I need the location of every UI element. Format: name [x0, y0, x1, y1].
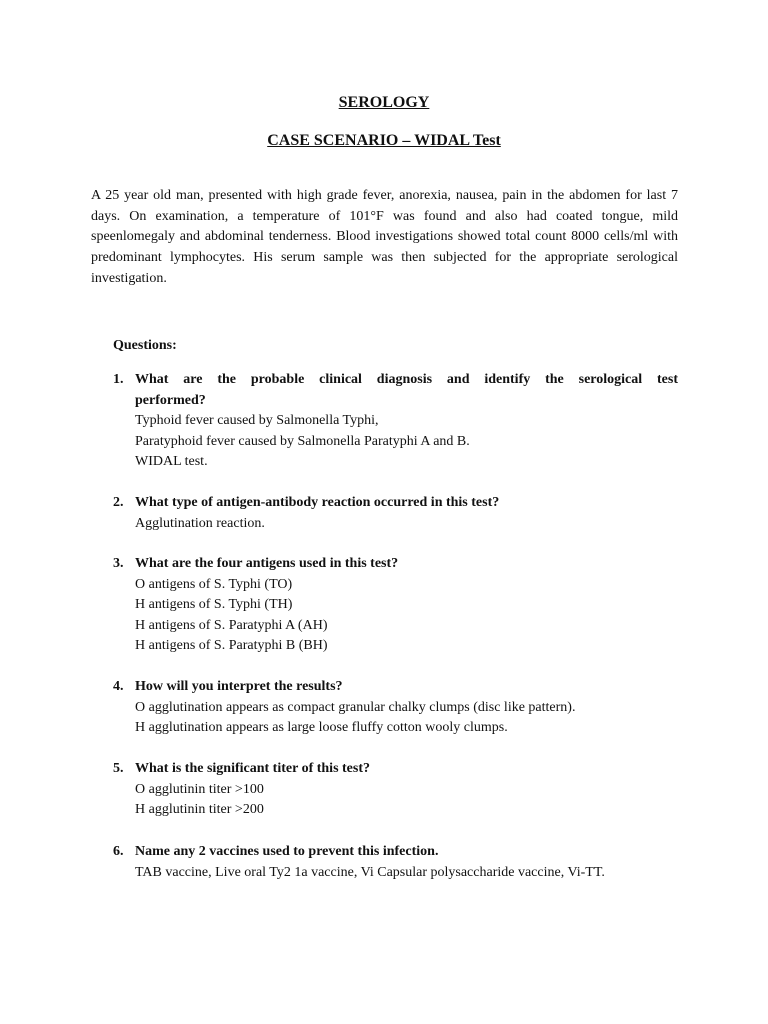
answer-line: H antigens of S. Paratyphi A (AH)	[135, 617, 328, 633]
answer-line: Agglutination reaction.	[135, 515, 265, 531]
answer-line: H agglutination appears as large loose fluffy cotton wooly clumps.	[135, 720, 508, 736]
answer-line: O agglutinin titer >100	[135, 781, 264, 797]
answer-line: H agglutinin titer >200	[135, 802, 264, 818]
question-number: 4.	[113, 679, 124, 694]
answer-line: Typhoid fever caused by Salmonella Typhi,	[135, 413, 379, 429]
answer-line: Paratyphoid fever caused by Salmonella Paratyphi A and B.	[135, 433, 470, 449]
question-item-1	[113, 370, 678, 473]
answer-line: TAB vaccine, Live oral Ty2 1a vaccine, Vi Capsular polysaccharide vaccine, Vi-TT.	[135, 864, 605, 880]
question-item-4	[113, 677, 678, 739]
question-text-continued: performed?	[135, 392, 206, 408]
questions-heading: Questions:	[113, 338, 177, 353]
question-text: What are the probable clinical diagnosis and identify the serological test	[135, 372, 678, 387]
document-subtitle: CASE SCENARIO – WIDAL Test	[267, 132, 501, 149]
answer-line: H antigens of S. Paratyphi B (BH)	[135, 638, 328, 654]
document-title: SEROLOGY	[338, 94, 430, 111]
answer-line: WIDAL test.	[135, 454, 208, 470]
question-number: 6.	[113, 844, 124, 859]
question-text: How will you interpret the results?	[135, 679, 343, 694]
question-item-3	[113, 554, 678, 657]
question-number: 1.	[113, 372, 124, 387]
question-text: What type of antigen-antibody reaction occurred in this test?	[135, 495, 500, 510]
question-number: 2.	[113, 495, 124, 510]
question-item-6	[113, 842, 678, 883]
answer-line: H antigens of S. Typhi (TH)	[135, 597, 293, 613]
answer-line: O antigens of S. Typhi (TO)	[135, 576, 293, 592]
question-item-2	[113, 493, 678, 534]
case-description: A 25 year old man, presented with high grade fever, anorexia, nausea, pain in the abdomen for last 7 days. On examination, a temperature of 101°F was found and also had coated tongue, mild speenlomegaly and abdominal tenderness. Blood investigations showed total count 8000 cells/ml with predominant lymphocytes. His serum sample was then subjected for the appropriate serological investigation.	[91, 188, 678, 286]
question-text: Name any 2 vaccines used to prevent this infection.	[135, 844, 439, 859]
question-text: What is the significant titer of this test?	[135, 761, 370, 776]
answer-line: O agglutination appears as compact granular chalky clumps (disc like pattern).	[135, 699, 576, 715]
question-number: 5.	[113, 761, 124, 776]
question-item-5	[113, 759, 678, 821]
question-text: What are the four antigens used in this test?	[135, 556, 399, 571]
question-number: 3.	[113, 556, 124, 571]
